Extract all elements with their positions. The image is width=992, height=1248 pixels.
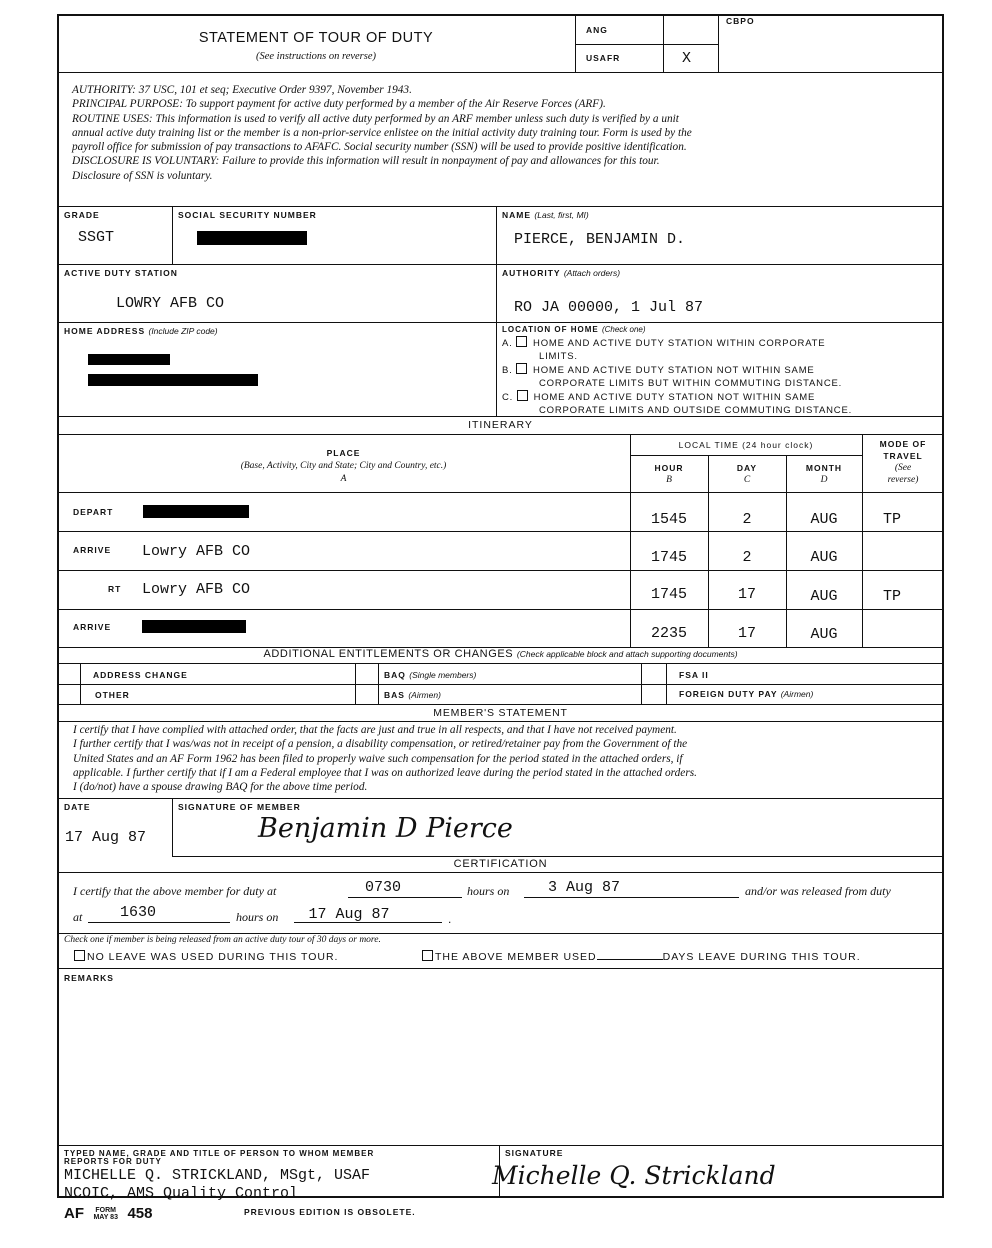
itin-row-line xyxy=(57,609,944,610)
member-signature-label: SIGNATURE OF MEMBER xyxy=(178,802,301,812)
certification-title-line xyxy=(57,872,944,873)
itin-row-line xyxy=(57,531,944,532)
ssn-label: SOCIAL SECURITY NUMBER xyxy=(178,210,317,220)
remarks-top-line xyxy=(57,968,944,969)
grade-label: GRADE xyxy=(64,210,100,220)
entitlements-title-line xyxy=(57,663,944,664)
address-redaction-1 xyxy=(88,354,170,365)
day-col-letter: C xyxy=(743,475,751,485)
address-redaction-2 xyxy=(88,374,258,386)
privacy-line: payroll office for submission of pay transactions to AFAFC. Social security number (SSN) will be used to provide positive identification. xyxy=(72,141,687,154)
cert-text-4: at xyxy=(73,910,83,924)
row-hour: 1745 xyxy=(650,586,687,603)
cert-period: . xyxy=(448,912,452,926)
leave-days-blank[interactable] xyxy=(597,959,663,960)
header-divider-2 xyxy=(663,14,664,72)
statement-title-line xyxy=(57,721,944,722)
other-label: OTHER xyxy=(95,690,130,700)
row-day: 2 xyxy=(742,549,752,566)
form-subtitle: (See instructions on reverse) xyxy=(255,51,377,62)
cbpo-label: CBPO xyxy=(726,16,755,26)
station-label: ACTIVE DUTY STATION xyxy=(64,268,178,278)
row-month: AUG xyxy=(810,549,838,566)
cert-release-time[interactable]: 1630 xyxy=(119,904,156,921)
entitlements-title: ADDITIONAL ENTITLEMENTS OR CHANGES (Check applicable block and attach supporting documents) xyxy=(263,648,738,660)
itinerary-title-line xyxy=(57,434,944,435)
itinerary-top-line xyxy=(57,416,944,417)
remarks-bottom-line xyxy=(57,1145,944,1146)
hour-col-letter: B xyxy=(666,475,672,485)
typed-name-line-1: MICHELLE Q. STRICKLAND, MSgt, USAF xyxy=(64,1167,371,1184)
checkbox-b[interactable] xyxy=(516,363,527,374)
typed-name-label-1: TYPED NAME, GRADE AND TITLE OF PERSON TO WHOM MEMBER xyxy=(64,1149,375,1158)
cert-line-3 xyxy=(88,922,230,923)
cert-text-1: I certify that the above member for duty at xyxy=(73,884,277,898)
entitlements-mid-line xyxy=(57,684,944,685)
ang-label: ANG xyxy=(586,25,608,35)
header-bottom-line xyxy=(57,72,944,73)
name-label: NAME (Last, first, MI) xyxy=(502,210,589,220)
obsolete-notice: PREVIOUS EDITION IS OBSOLETE. xyxy=(244,1207,416,1217)
cert-text-5: hours on xyxy=(236,910,279,924)
cert-duty-time[interactable]: 0730 xyxy=(364,879,401,896)
leave-used-option[interactable]: THE ABOVE MEMBER USED DAYS LEAVE DURING THIS TOUR. xyxy=(422,950,861,963)
ent-box-1 xyxy=(80,663,81,704)
row-label: RT xyxy=(108,584,122,594)
fsa-label: FSA II xyxy=(679,670,709,680)
leave-used-checkbox[interactable] xyxy=(422,950,433,961)
place-col-letter: A xyxy=(340,474,347,484)
row-line-2 xyxy=(57,322,944,323)
statement-line: applicable. I further certify that if I am a Federal employee that I was on authorized leave during the period stated in the attached orders. xyxy=(73,766,697,779)
date-value: 17 Aug 87 xyxy=(65,829,147,846)
itinerary-title: ITINERARY xyxy=(468,419,533,431)
name-value: PIERCE, BENJAMIN D. xyxy=(514,231,686,248)
statement-line: I (do/not) have a spouse drawing BAQ for the above time period. xyxy=(73,781,368,794)
no-leave-checkbox[interactable] xyxy=(74,950,85,961)
row-day: 2 xyxy=(742,511,752,528)
form-id: AF FORM MAY 83 458 xyxy=(64,1205,153,1222)
depart-place-redaction xyxy=(143,505,249,518)
cert-release-date[interactable]: 17 Aug 87 xyxy=(308,906,390,923)
hour-label: HOUR xyxy=(654,463,684,473)
usafr-checkmark: X xyxy=(682,50,692,67)
month-label: MONTH xyxy=(805,463,843,473)
date-divider xyxy=(172,798,173,856)
cert-line-2 xyxy=(524,897,739,898)
month-col-letter: D xyxy=(820,475,828,485)
no-leave-option[interactable]: NO LEAVE WAS USED DURING THIS TOUR. xyxy=(74,950,338,963)
arrive-place-redaction xyxy=(142,620,246,633)
header-divider-1 xyxy=(575,14,576,72)
date-label: DATE xyxy=(64,802,91,812)
station-value: LOWRY AFB CO xyxy=(116,295,225,312)
bas-label: BAS (Airmen) xyxy=(384,690,441,700)
home-address-label: HOME ADDRESS (Include ZIP code) xyxy=(64,326,218,336)
ent-box-2 xyxy=(355,663,356,704)
certification-top-line xyxy=(172,856,944,857)
row-hour: 2235 xyxy=(650,625,687,642)
location-option-a[interactable]: A. HOME AND ACTIVE DUTY STATION WITHIN CORPORATE LIMITS. xyxy=(502,338,826,362)
row-place: Lowry AFB CO xyxy=(142,581,251,598)
travel-label-2: TRAVEL xyxy=(883,451,923,461)
grade-value: SSGT xyxy=(78,229,115,246)
travel-hint-1: (See xyxy=(894,463,912,473)
check-hint: Check one if member is being released from an active duty tour of 30 days or more. xyxy=(64,935,381,945)
privacy-line: ROUTINE USES: This information is used to verify all active duty performed by an ARF member unless such duty is verified by a unit xyxy=(72,112,679,125)
checkbox-c[interactable] xyxy=(517,390,528,401)
checkbox-a[interactable] xyxy=(516,336,527,347)
privacy-line: Disclosure of SSN is voluntary. xyxy=(72,169,213,182)
ent-box-5 xyxy=(666,663,667,704)
typed-name-line-2: NCOIC, AMS Quality Control xyxy=(64,1185,299,1202)
address-change-label: ADDRESS CHANGE xyxy=(93,670,188,680)
footer-signature-label: SIGNATURE xyxy=(505,1148,564,1158)
ent-box-4 xyxy=(641,663,642,704)
privacy-bottom-line xyxy=(57,206,944,207)
row-label: ARRIVE xyxy=(73,622,112,632)
privacy-line: annual active duty training list or the member is a non-prior-service enlistee on the initial activity duty training tour. Form is used by the xyxy=(72,126,692,139)
header-mid-line xyxy=(575,44,718,45)
location-option-b[interactable]: B. HOME AND ACTIVE DUTY STATION NOT WITHIN SAME CORPORATE LIMITS BUT WITHIN COMMUTING DISTANCE. xyxy=(502,365,843,389)
location-option-c[interactable]: C. HOME AND ACTIVE DUTY STATION NOT WITHIN SAME CORPORATE LIMITS AND OUTSIDE COMMUTING DISTANCE. xyxy=(502,392,853,416)
cert-text-2: hours on xyxy=(467,884,510,898)
cert-duty-date[interactable]: 3 Aug 87 xyxy=(547,879,620,896)
row-line-1 xyxy=(57,264,944,265)
row-month: AUG xyxy=(810,588,838,605)
statement-text xyxy=(73,723,935,794)
authority-label: AUTHORITY (Attach orders) xyxy=(502,268,621,278)
itin-header-bottom xyxy=(57,492,944,493)
row-mode: TP xyxy=(882,511,901,528)
row-label: DEPART xyxy=(73,507,114,517)
form-title: STATEMENT OF TOUR OF DUTY xyxy=(198,30,434,46)
local-time-line xyxy=(630,455,862,456)
local-time-label: LOCAL TIME (24 hour clock) xyxy=(678,440,814,450)
day-label: DAY xyxy=(736,463,758,473)
usafr-label: USAFR xyxy=(586,53,621,63)
typed-name-label-2: REPORTS FOR DUTY xyxy=(64,1157,162,1166)
remarks-label: REMARKS xyxy=(64,973,114,983)
cert-text-3: and/or was released from duty xyxy=(745,884,891,898)
itin-row-line xyxy=(57,570,944,571)
cert-line-1 xyxy=(348,897,462,898)
place-label: PLACE xyxy=(326,448,361,458)
ent-box-3 xyxy=(378,663,379,704)
statement-bottom-line xyxy=(57,798,944,799)
certification-title: CERTIFICATION xyxy=(453,858,548,870)
statement-title: MEMBER'S STATEMENT xyxy=(433,707,568,719)
foreign-duty-label: FOREIGN DUTY PAY (Airmen) xyxy=(679,689,814,699)
privacy-line: AUTHORITY: 37 USC, 101 et seq; Executive Order 9397, November 1943. xyxy=(72,84,412,96)
statement-line: United States and an AF Form 1962 has been filed to properly waive such compensation for the period stated in the attached orders, if xyxy=(73,752,683,765)
row-label: ARRIVE xyxy=(73,545,112,555)
header-divider-3 xyxy=(718,14,719,72)
location-options xyxy=(502,336,852,417)
privacy-statement xyxy=(72,83,932,183)
row-place: Lowry AFB CO xyxy=(142,543,251,560)
location-home-label: LOCATION OF HOME (Check one) xyxy=(502,325,646,334)
entitlements-bottom-line xyxy=(57,704,944,705)
row-hour: 1545 xyxy=(650,511,687,528)
grade-divider xyxy=(172,206,173,264)
authority-value: RO JA 00000, 1 Jul 87 xyxy=(514,299,704,316)
name-divider xyxy=(496,206,497,416)
row-month: AUG xyxy=(810,511,838,528)
statement-line: I certify that I have complied with attached order, that the facts are just and true in all respects, and that I have not received payment. xyxy=(73,724,677,736)
privacy-line: PRINCIPAL PURPOSE: To support payment for active duty performed by a member of the Air Reserve Forces (ARF). xyxy=(72,98,606,111)
remarks-area[interactable] xyxy=(60,988,940,1142)
travel-label-1: MODE OF xyxy=(879,439,927,449)
place-hint: (Base, Activity, City and State; City and Country, etc.) xyxy=(240,461,447,471)
row-day: 17 xyxy=(737,586,756,603)
row-mode: TP xyxy=(882,588,901,605)
member-signature: Benjamin D Pierce xyxy=(258,813,513,844)
check-hint-line xyxy=(57,933,944,934)
privacy-line: DISCLOSURE IS VOLUNTARY: Failure to provide this information will result in nonpayment of pay and allowances for this tour. xyxy=(72,155,660,168)
row-hour: 1745 xyxy=(650,549,687,566)
row-month: AUG xyxy=(810,626,838,643)
statement-line: I further certify that I was/was not in receipt of a pension, a disability compensation, or retired/retainer pay from the Government of the xyxy=(73,738,688,751)
baq-label: BAQ (Single members) xyxy=(384,670,477,680)
supervisor-signature: Michelle Q. Strickland xyxy=(492,1161,776,1190)
travel-hint-2: reverse) xyxy=(887,475,919,485)
ssn-redaction xyxy=(197,231,307,245)
row-day: 17 xyxy=(737,625,756,642)
